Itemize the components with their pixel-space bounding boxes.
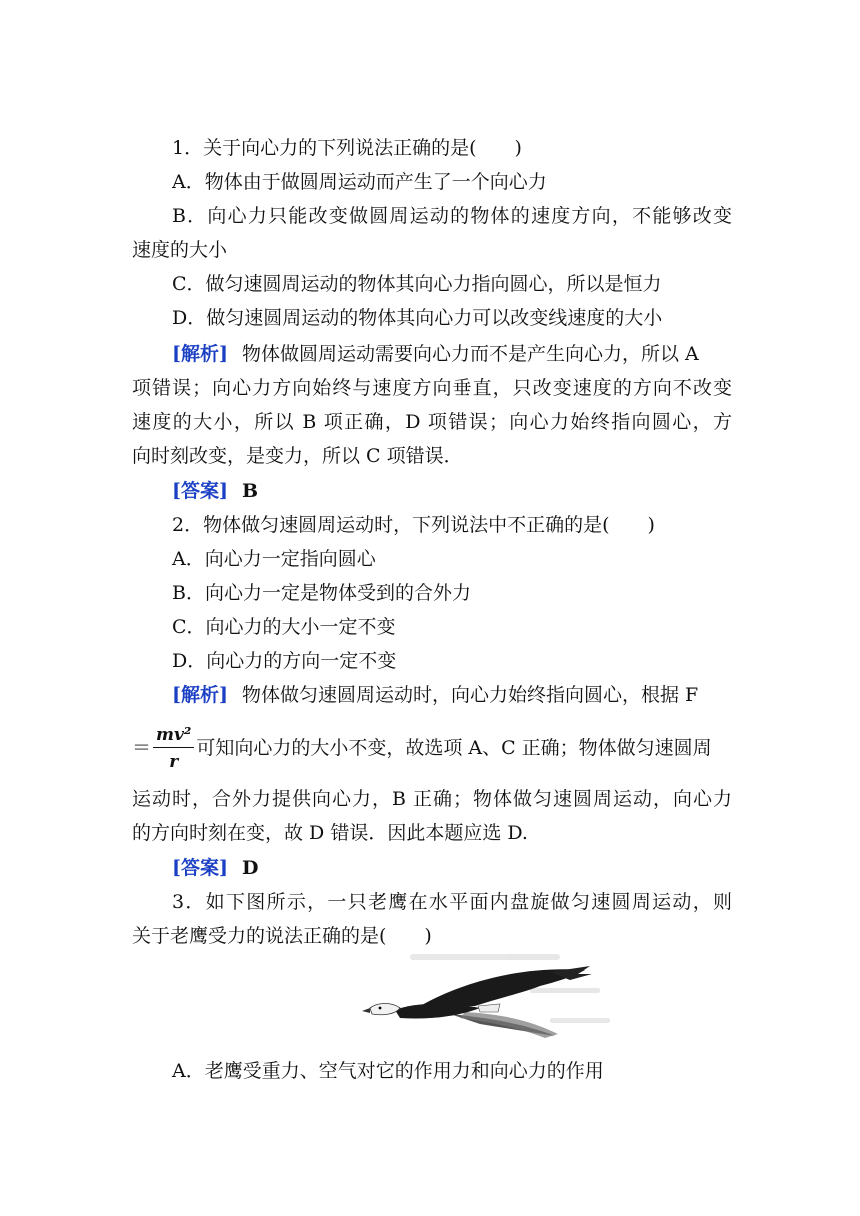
q1-option-c: C．做匀速圆周运动的物体其向心力指向圆心，所以是恒力 xyxy=(172,273,662,295)
q2-analysis-tag: [解析] xyxy=(172,684,228,706)
q1-answer-line xyxy=(172,474,732,508)
q2-analysis-line2 xyxy=(132,722,732,774)
q2-analysis-line1 xyxy=(172,678,732,712)
q1-analysis-tag: [解析] xyxy=(172,343,228,365)
q1-option-a: A．物体由于做圆周运动而产生了一个向心力 xyxy=(172,171,547,193)
eagle-image xyxy=(300,948,620,1043)
q2-analysis-line4: 的方向时刻在变，故 D 错误．因此本题应选 D. xyxy=(132,822,528,844)
q2-option-a: A．向心力一定指向圆心 xyxy=(172,548,376,570)
q1-analysis-line2: 项错误；向心力方向始终与速度方向垂直，只改变速度的方向不改变 xyxy=(132,377,732,399)
q1-option-b-line2: 速度的大小 xyxy=(132,239,228,261)
q2-analysis-text2: 可知向心力的大小不变，故选项 A、C 正确；物体做匀速圆周 xyxy=(196,737,712,759)
q2-fraction-denominator: r xyxy=(169,752,179,772)
q2-stem: 2．物体做匀速圆周运动时，下列说法中不正确的是( ) xyxy=(172,514,655,536)
q2-answer-line xyxy=(172,851,732,885)
q2-formula-fraction xyxy=(153,727,194,771)
q1-answer: B xyxy=(241,480,259,502)
q2-option-d: D．向心力的方向一定不变 xyxy=(172,650,397,672)
q1-option-d: D．做匀速圆周运动的物体其向心力可以改变线速度的大小 xyxy=(172,307,663,329)
q3-option-a: A．老鹰受重力、空气对它的作用力和向心力的作用 xyxy=(172,1060,604,1082)
q1-option-b-line1: B．向心力只能改变做圆周运动的物体的速度方向，不能够改变 xyxy=(172,205,732,227)
q2-answer: D xyxy=(241,857,259,879)
q1-analysis-line1 xyxy=(172,337,732,371)
q1-stem: 1．关于向心力的下列说法正确的是( ) xyxy=(172,137,522,159)
q3-stem-line1: 3．如下图所示，一只老鹰在水平面内盘旋做匀速圆周运动，则 xyxy=(172,891,732,913)
q2-option-b: B．向心力一定是物体受到的合外力 xyxy=(172,582,471,604)
q2-option-c: C．向心力的大小一定不变 xyxy=(172,616,396,638)
q1-analysis-text1: 物体做圆周运动需要向心力而不是产生向心力，所以 A xyxy=(241,343,699,365)
q1-analysis-line4: 向时刻改变，是变力，所以 C 项错误． xyxy=(132,445,463,467)
q1-analysis-line3: 速度的大小，所以 B 项正确，D 项错误；向心力始终指向圆心，方 xyxy=(132,411,732,433)
q2-fraction-numerator: mv² xyxy=(153,727,194,748)
q2-eq-prefix: ＝ xyxy=(132,737,152,759)
q2-analysis-text1: 物体做匀速圆周运动时，向心力始终指向圆心，根据 F xyxy=(241,684,699,706)
q1-answer-tag: [答案] xyxy=(172,480,228,502)
q2-answer-tag: [答案] xyxy=(172,857,228,879)
q2-analysis-line3: 运动时，合外力提供向心力，B 正确；物体做匀速圆周运动，向心力 xyxy=(132,788,732,810)
q3-stem-line2: 关于老鹰受力的说法正确的是( ) xyxy=(132,925,432,947)
